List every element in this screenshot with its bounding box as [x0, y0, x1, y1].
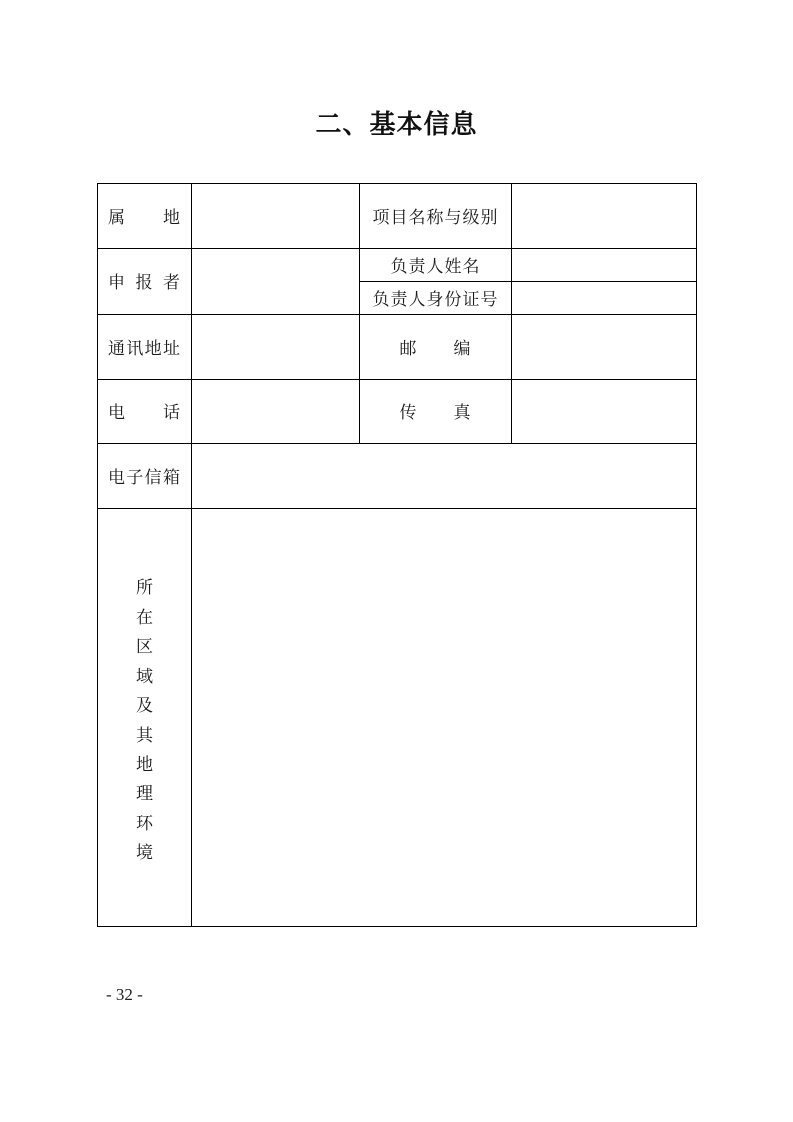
person-id-label: 负责人身份证号: [372, 289, 499, 310]
fax-label: 传 真: [399, 403, 472, 423]
basic-info-form-table: [97, 183, 697, 927]
environment-label: 所在区域及其地理环境: [136, 578, 153, 864]
location-label: 属 地: [108, 207, 180, 228]
person-name-label-cell: [360, 249, 512, 282]
person-id-value-cell: [512, 282, 697, 315]
applicant-label: 申 报 者: [108, 273, 180, 293]
phone-label: 电 话: [108, 403, 180, 423]
fax-value-cell: [512, 380, 697, 444]
email-value-cell: [192, 444, 697, 509]
postcode-label-cell: [360, 315, 512, 380]
applicant-label-cell: [98, 249, 192, 315]
address-value-cell: [192, 315, 360, 380]
fax-label-cell: [360, 380, 512, 444]
location-value-cell: [192, 184, 360, 249]
project-label: 项目名称与级别: [372, 207, 499, 228]
project-label-cell: [360, 184, 512, 249]
applicant-value-cell: [192, 249, 360, 315]
person-name-value-cell: [512, 249, 697, 282]
environment-value-cell: [192, 509, 697, 927]
postcode-label: 邮 编: [399, 338, 472, 359]
page-title: 二、基本信息: [315, 110, 478, 140]
address-label-cell: [98, 315, 192, 380]
phone-value-cell: [192, 380, 360, 444]
environment-label-cell: [98, 509, 192, 927]
address-label: 通讯地址: [108, 338, 180, 359]
location-label-cell: [98, 184, 192, 249]
page-number: - 32 -: [106, 985, 143, 1004]
email-label-cell: [98, 444, 192, 509]
person-name-label: 负责人姓名: [390, 256, 481, 277]
person-id-label-cell: [360, 282, 512, 315]
email-label: 电子信箱: [108, 467, 180, 488]
phone-label-cell: [98, 380, 192, 444]
postcode-value-cell: [512, 315, 697, 380]
project-value-cell: [512, 184, 697, 249]
